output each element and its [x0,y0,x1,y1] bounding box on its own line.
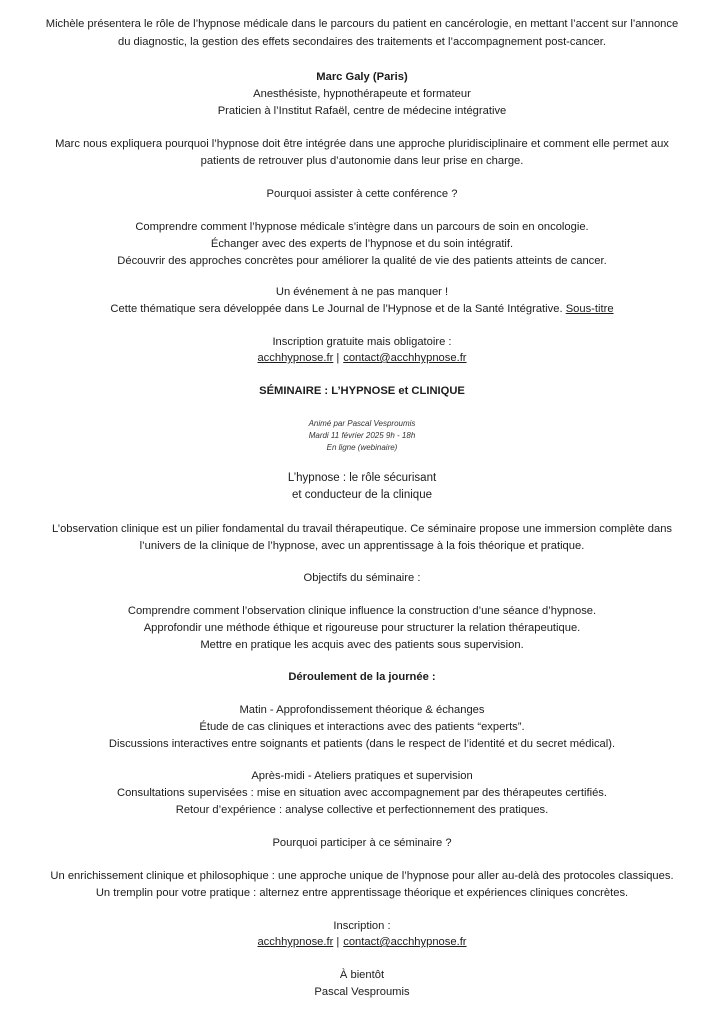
seminar-subtitle-2: et conducteur de la clinique [291,489,432,501]
registration-label-2: Inscription : [333,920,391,932]
speaker-name: Marc Galy [316,71,370,83]
link-separator: | [336,936,340,948]
speaker-role-1: Anesthésiste, hypnothérapeute et formateur [253,88,471,100]
speaker-heading [0,69,724,85]
why-seminar-title: Pourquoi participer à ce séminaire ? [272,837,452,849]
event-note-text: Cette thématique sera développée dans Le Journal de l’Hypnose et de la Santé Intégrative. [110,303,563,315]
seminar-host: Animé par Pascal Vesproumis [308,419,416,428]
seminar-title: SÉMINAIRE : L’HYPNOSE et CLINIQUE [259,385,465,397]
why-conference-title: Pourquoi assister à cette conférence ? [266,188,458,200]
intro-line-1: Michèle présentera le rôle de l’hypnose médicale dans le parcours du patient en cancérologie, en mettant l’accent sur l’annonce [45,18,679,30]
email-link[interactable]: contact@acchhypnose.fr [343,352,467,364]
why-conference-item: Découvrir des approches concrètes pour améliorer la qualité de vie des patients atteints de cancer. [117,255,607,267]
morning-item: Étude de cas cliniques et interactions avec des patients “experts”. [199,721,525,733]
seminar-subtitle-1: L’hypnose : le rôle sécurisant [287,472,437,484]
event-note-line-2 [0,301,724,317]
registration-links-2 [0,934,724,950]
why-conference-item: Échanger avec des experts de l’hypnose et du soin intégratif. [210,238,514,250]
objective-item: Approfondir une méthode éthique et rigoureuse pour structurer la relation thérapeutique. [143,622,581,634]
speaker-desc-2: patients de retrouver plus d’autonomie dans leur prise en charge. [200,155,524,167]
morning-heading: Matin - Approfondissement théorique & échanges [239,704,485,716]
event-note-line-1: Un événement à ne pas manquer ! [275,286,449,298]
registration-label: Inscription gratuite mais obligatoire : [272,336,452,348]
email-link[interactable]: contact@acchhypnose.fr [343,936,467,948]
morning-item: Discussions interactives entre soignants et patients (dans le respect de l’identité et du secret médical). [108,738,616,750]
subtitle-link[interactable]: Sous-titre [565,303,614,315]
seminar-desc-1: L’observation clinique est un pilier fondamental du travail thérapeutique. Ce séminaire propose une immersion complète dans [51,523,673,535]
seminar-desc-2: l’univers de la clinique de l’hypnose, avec un apprentissage à la fois théorique et pratique. [139,540,585,552]
afternoon-item: Consultations supervisées : mise en situation avec accompagnement par des thérapeutes certifiés. [116,787,608,799]
intro-line-2: du diagnostic, la gestion des effets secondaires des traitements et l’accompagnement post-cancer. [118,36,606,48]
registration-links [0,350,724,366]
speaker-desc-1: Marc nous expliquera pourquoi l’hypnose doit être intégrée dans une approche pluridisciplinaire et comment elle permet aux [55,138,669,150]
why-seminar-item: Un enrichissement clinique et philosophique : une approche unique de l’hypnose pour aller au-delà des protocoles classiques. [50,870,674,882]
why-conference-item: Comprendre comment l’hypnose médicale s’intègre dans un parcours de soin en oncologie. [135,221,589,233]
afternoon-item: Retour d’expérience : analyse collective et perfectionnement des pratiques. [175,804,549,816]
website-link[interactable]: acchhypnose.fr [257,352,334,364]
speaker-role-2: Praticien à l’Institut Rafaël, centre de médecine intégrative [217,105,507,117]
afternoon-heading: Après-midi - Ateliers pratiques et supervision [251,770,473,782]
seminar-date: Mardi 11 février 2025 9h - 18h [308,431,416,440]
schedule-title: Déroulement de la journée : [288,671,436,683]
objective-item: Mettre en pratique les acquis avec des patients sous supervision. [200,639,524,651]
speaker-city: (Paris) [372,71,408,83]
why-seminar-item: Un tremplin pour votre pratique : alternez entre apprentissage théorique et expériences cliniques concrètes. [95,887,629,899]
closing-signature: Pascal Vesproumis [314,986,410,998]
closing-greeting: À bientôt [339,969,385,981]
seminar-location: En ligne (webinaire) [326,443,398,452]
objectives-title: Objectifs du séminaire : [303,572,421,584]
objective-item: Comprendre comment l’observation clinique influence la construction d’une séance d’hypnose. [127,605,597,617]
link-separator: | [336,352,340,364]
website-link[interactable]: acchhypnose.fr [257,936,334,948]
